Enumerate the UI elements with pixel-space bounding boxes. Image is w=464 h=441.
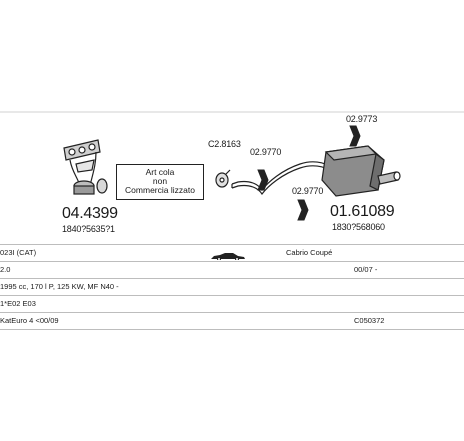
mount-left-code: 02.9770 [250,147,282,157]
mount-left-drawing [258,170,268,190]
table-row [0,312,464,330]
catalytic-converter-drawing [64,140,107,194]
mount-bottom-code: 02.9770 [292,186,324,196]
reference-code-cell: C050372 [354,316,385,325]
mount-bottom-drawing [298,200,308,220]
date-range-cell: 00/07 - [354,265,378,274]
notice-line: Commercia lizzato [125,185,195,195]
chassis-code-cell: 1*E02 E03 [0,299,36,308]
rear-muffler-drawing [322,146,400,196]
mount-top-code: 02.9773 [346,114,378,124]
notice-line: non [152,176,168,186]
table-row [0,244,464,261]
mount-top-drawing [350,126,360,146]
catalytic-converter-oem: 1840?5635?1 [62,224,115,234]
emission-cell: KatEuro 4 <00/09 [0,316,59,325]
vehicle-info-table [0,244,464,330]
rear-muffler-code: 01.61089 [330,203,395,220]
rear-muffler-oem: 1830?568060 [332,222,385,232]
clamp-code: C2.8163 [208,139,241,149]
body-type-cell: Cabrio Coupé [286,248,333,257]
table-row [0,295,464,312]
notice-line: Art cola [145,167,175,177]
catalytic-converter-code: 04.4399 [62,205,118,222]
engine-spec-cell: 1995 cc, 170 l P, 125 KW, MF N40 - [0,282,119,291]
not-commercialized-notice [116,164,204,200]
table-row [0,261,464,278]
clamp-drawing [216,170,230,187]
table-row [0,278,464,295]
engine-code-cell: 023I (CAT) [0,248,37,257]
displacement-cell: 2.0 [0,265,11,274]
